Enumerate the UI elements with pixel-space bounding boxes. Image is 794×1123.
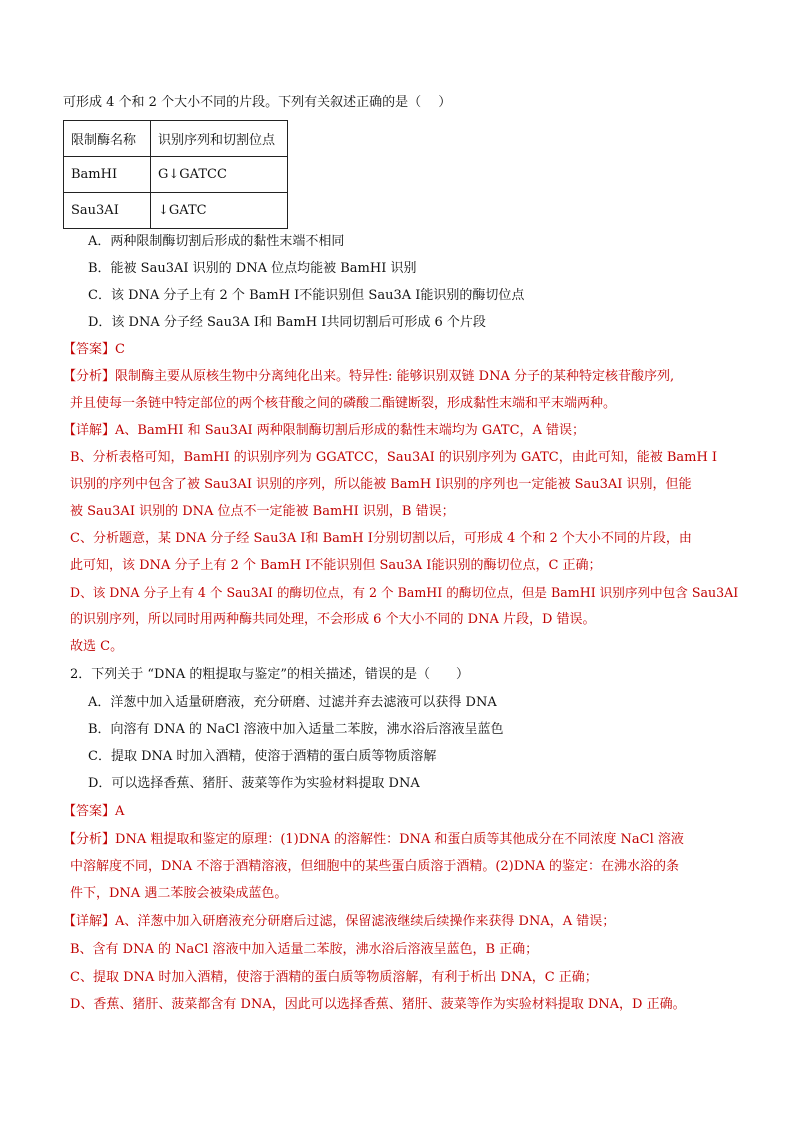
detail-tag: 【详解】 bbox=[63, 423, 116, 438]
answer-tag: 【答案】 bbox=[63, 342, 116, 357]
q2-option-c: C．提取 DNA 时加入酒精，使溶于酒精的蛋白质等物质溶解 bbox=[88, 749, 437, 764]
q2-analysis-line: 件下，DNA 遇二苯胺会被染成蓝色。 bbox=[70, 886, 288, 901]
question-1-intro: 可形成 4 个和 2 个大小不同的片段。下列有关叙述正确的是（ ） bbox=[63, 95, 452, 110]
answer-tag: 【答案】 bbox=[63, 804, 116, 819]
q1-conclusion: 故选 C。 bbox=[70, 639, 124, 654]
table-cell: Sau3AI bbox=[64, 193, 151, 229]
analysis-text: DNA 粗提取和鉴定的原理：(1)DNA 的溶解性：DNA 和蛋白质等其他成分在不同浓度 NaCl 溶液 bbox=[115, 832, 684, 847]
analysis-tag: 【分析】 bbox=[63, 832, 116, 847]
q2-analysis-line: 中溶解度不同，DNA 不溶于酒精溶液，但细胞中的某些蛋白质溶于酒精。(2)DNA 的鉴定：在沸水浴的条 bbox=[70, 859, 680, 874]
q2-detail-line: B、含有 DNA 的 NaCl 溶液中加入适量二苯胺，沸水浴后溶液呈蓝色，B 正确； bbox=[70, 942, 539, 957]
q2-option-b: B．向溶有 DNA 的 NaCl 溶液中加入适量二苯胺，沸水浴后溶液呈蓝色 bbox=[88, 722, 504, 737]
q1-detail-line: D、该 DNA 分子上有 4 个 Sau3AI 的酶切位点，有 2 个 BamHI 的酶切位点，但是 BamHI 识别序列中包含 Sau3AI bbox=[70, 585, 739, 600]
q2-option-a: A．洋葱中加入适量研磨液，充分研磨、过滤并弃去滤液可以获得 DNA bbox=[88, 695, 497, 710]
table-row bbox=[64, 157, 288, 193]
q1-analysis-line bbox=[63, 368, 674, 386]
q1-detail-line bbox=[63, 422, 585, 440]
answer-value: A bbox=[115, 804, 125, 819]
q1-option-a: A．两种限制酶切割后形成的黏性末端不相同 bbox=[88, 234, 345, 249]
q2-detail-line bbox=[63, 913, 615, 931]
q2-option-d: D．可以选择香蕉、猪肝、菠菜等作为实验材料提取 DNA bbox=[88, 776, 420, 791]
table-row bbox=[64, 193, 288, 229]
question-2-stem: 2．下列关于 “DNA 的粗提取与鉴定”的相关描述，错误的是（ ） bbox=[70, 667, 470, 682]
q1-option-d: D．该 DNA 分子经 Sau3A Ⅰ和 BamH Ⅰ共同切割后可形成 6 个片段 bbox=[88, 315, 486, 330]
q1-detail-line: 此可知，该 DNA 分子上有 2 个 BamH Ⅰ不能识别但 Sau3A Ⅰ能识别的酶切位点，C 正确； bbox=[70, 558, 602, 573]
q1-option-b: B．能被 Sau3AI 识别的 DNA 位点均能被 BamHI 识别 bbox=[88, 261, 417, 276]
detail-tag: 【详解】 bbox=[63, 914, 116, 929]
analysis-text: 限制酶主要从原核生物中分离纯化出来。特异性: 能够识别双链 DNA 分子的某种特定核苷酸序列, bbox=[115, 369, 675, 384]
analysis-tag: 【分析】 bbox=[63, 369, 116, 384]
detail-text: A、洋葱中加入研磨液充分研磨后过滤，保留滤液继续后续操作来获得 DNA，A 错误； bbox=[115, 914, 616, 929]
table-header-cell: 识别序列和切割位点 bbox=[151, 121, 288, 157]
q1-detail-line: B、分析表格可知，BamHI 的识别序列为 GGATCC，Sau3AI 的识别序列为 GATC，由此可知，能被 BamH Ⅰ bbox=[70, 450, 718, 465]
table-header-cell: 限制酶名称 bbox=[64, 121, 151, 157]
q1-detail-line: 被 Sau3AI 识别的 DNA 位点不一定能被 BamHI 识别，B 错误； bbox=[70, 504, 455, 519]
table-header-row bbox=[64, 121, 288, 157]
q1-detail-line: 识别的序列中包含了被 Sau3AI 识别的序列，所以能被 BamH Ⅰ识别的序列也一定能被 Sau3AI 识别，但能 bbox=[70, 477, 692, 492]
enzyme-table bbox=[63, 120, 288, 229]
q2-answer bbox=[63, 803, 124, 821]
q1-detail-line: C、分析题意，某 DNA 分子经 Sau3A Ⅰ和 BamH Ⅰ分别切割以后，可形成 4 个和 2 个大小不同的片段，由 bbox=[70, 531, 692, 546]
q2-detail-line: C、提取 DNA 时加入酒精，使溶于酒精的蛋白质等物质溶解，有利于析出 DNA，C 正确； bbox=[70, 970, 598, 985]
table-cell: BamHI bbox=[64, 157, 151, 193]
table-cell: ↓GATC bbox=[151, 193, 288, 229]
table-cell: G↓GATCC bbox=[151, 157, 288, 193]
q1-answer bbox=[63, 341, 125, 359]
q2-analysis-line bbox=[63, 831, 684, 849]
detail-text: A、BamHI 和 Sau3AI 两种限制酶切割后形成的黏性末端均为 GATC，A 错误； bbox=[115, 423, 586, 438]
q1-option-c: C．该 DNA 分子上有 2 个 BamH Ⅰ不能识别但 Sau3A Ⅰ能识别的酶切位点 bbox=[88, 288, 525, 303]
answer-value: C bbox=[115, 342, 125, 357]
q1-analysis-line: 并且使每一条链中特定部位的两个核苷酸之间的磷酸二酯键断裂，形成黏性末端和平末端两种。 bbox=[70, 396, 617, 411]
q1-detail-line: 的识别序列，所以同时用两种酶共同处理，不会形成 6 个大小不同的 DNA 片段，D 错误。 bbox=[70, 612, 596, 627]
q2-detail-line: D、香蕉、猪肝、菠菜都含有 DNA，因此可以选择香蕉、猪肝、菠菜等作为实验材料提取 DNA，D 正确。 bbox=[70, 997, 686, 1012]
